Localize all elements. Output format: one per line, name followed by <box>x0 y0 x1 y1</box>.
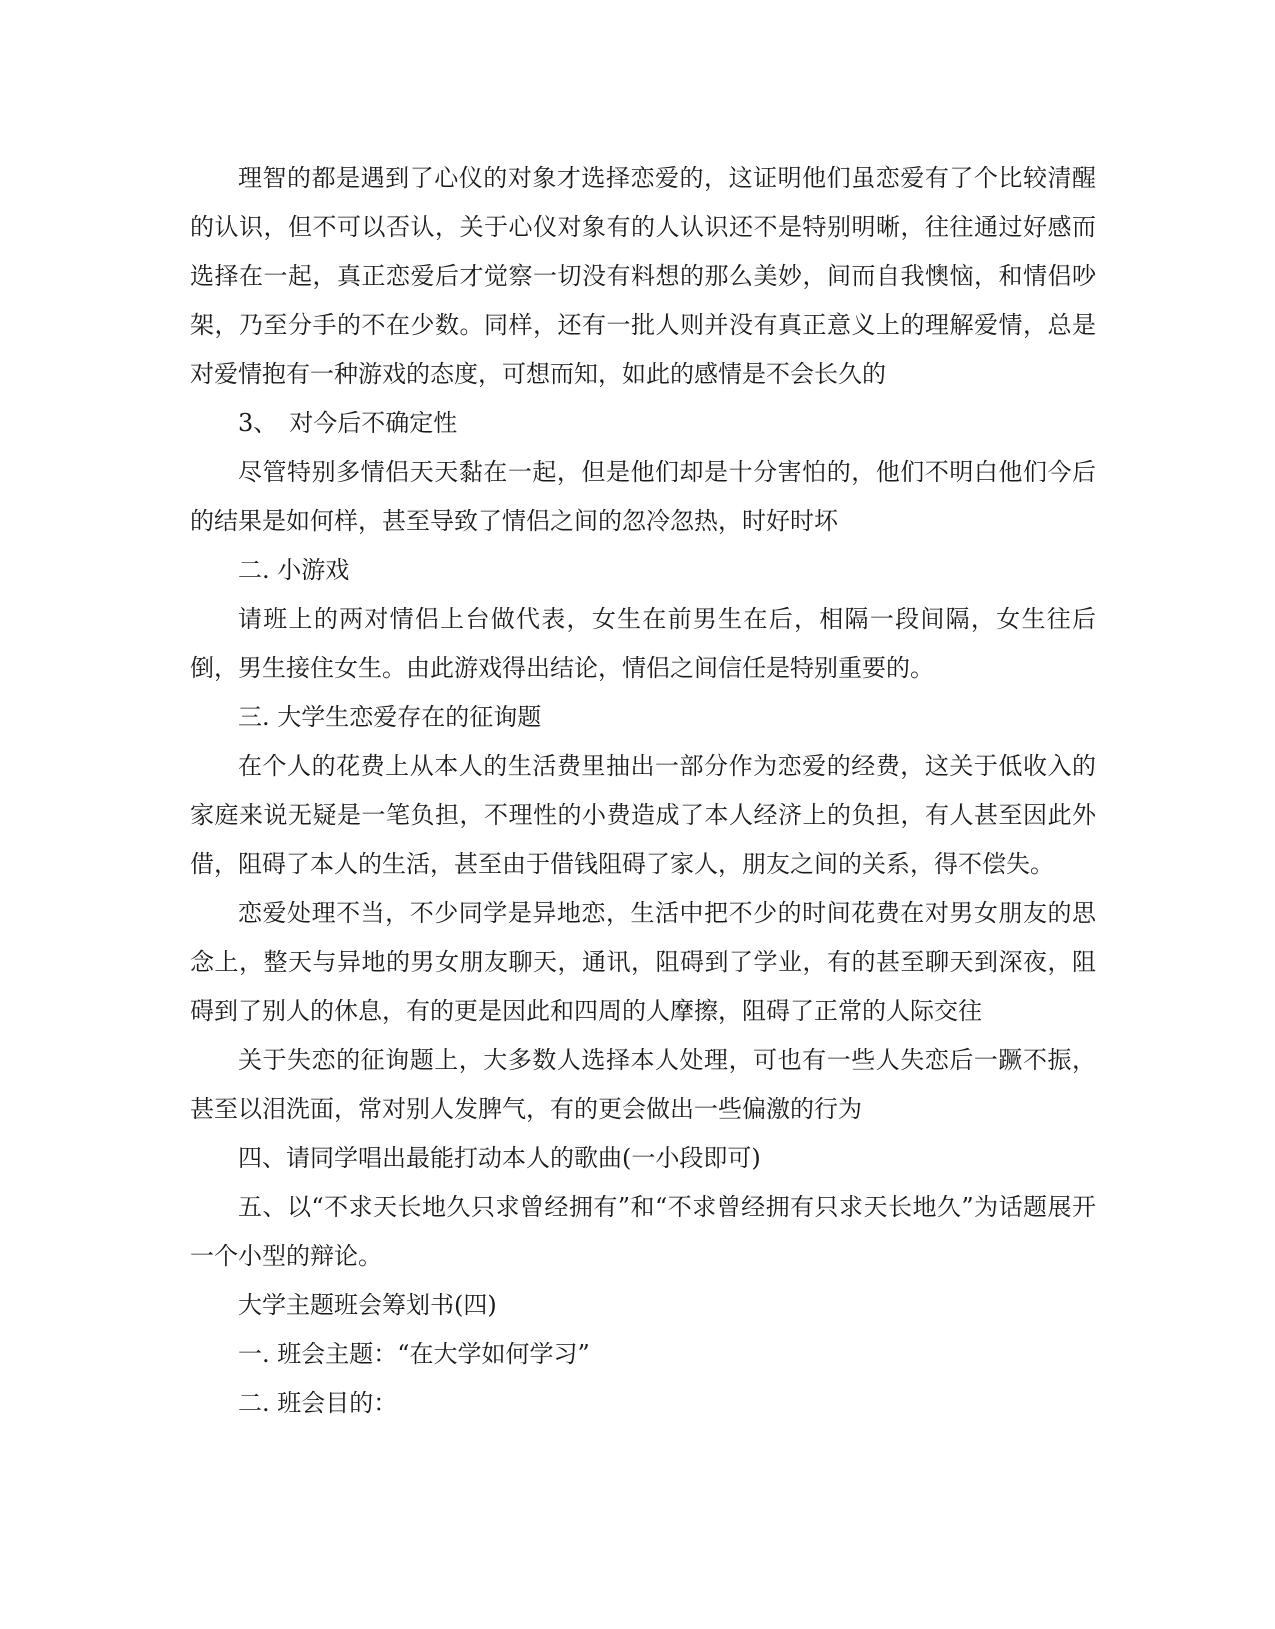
section-heading-problems: 三. 大学生恋爱存在的征询题 <box>238 703 542 731</box>
paragraph-expenses: 在个人的花费上从本人的生活费里抽出一部分作为恋爱的经费，这关于低收入的家庭来说无疑是一笔负担，不理性的小费造成了本人经济上的负担，有人甚至因此外借，阻碍了本人的生活，甚至由于借钱阻碍了家人，朋友之间的关系，得不偿失。 <box>190 752 1096 878</box>
section-heading-song: 四、请同学唱出最能打动本人的歌曲(一小段即可) <box>238 1144 761 1172</box>
meeting-purpose: 二. 班会目的： <box>238 1389 398 1417</box>
paragraph-uncertainty: 尽管特别多情侣天天黏在一起，但是他们却是十分害怕的，他们不明白他们今后的结果是如何样，甚至导致了情侣之间的忽冷忽热，时好时坏 <box>190 458 1096 535</box>
meeting-theme: 一. 班会主题：“在大学如何学习” <box>238 1340 590 1368</box>
paragraph-long-distance: 恋爱处理不当，不少同学是异地恋，生活中把不少的时间花费在对男女朋友的思念上，整天与异地的男女朋友聊天，通讯，阻碍到了学业，有的甚至聊天到深夜，阻碍到了别人的休息，有的更是因此和四周的人摩擦，阻碍了正常的人际交往 <box>190 899 1096 1025</box>
paragraph-breakup: 关于失恋的征询题上，大多数人选择本人处理，可也有一些人失恋后一蹶不振，甚至以泪洗面，常对别人发脾气，有的更会做出一些偏激的行为 <box>190 1046 1096 1123</box>
paragraph-debate: 五、以“不求天长地久只求曾经拥有”和“不求曾经拥有只求天长地久”为话题展开一个小型的辩论。 <box>190 1193 1096 1270</box>
document-body <box>190 154 1096 1428</box>
plan-title: 大学主题班会筹划书(四) <box>238 1291 497 1319</box>
paragraph-rational-love: 理智的都是遇到了心仪的对象才选择恋爱的，这证明他们虽恋爱有了个比较清醒的认识，但不可以否认，关于心仪对象有的人认识还不是特别明晰，往往通过好感而选择在一起，真正恋爱后才觉察一切没有料想的那么美妙，间而自我懊恼，和情侣吵架，乃至分手的不在少数。同样，还有一批人则并没有真正意义上的理解爱情，总是对爱情抱有一种游戏的态度，可想而知，如此的感情是不会长久的 <box>190 164 1096 388</box>
section-heading-game: 二. 小游戏 <box>238 556 350 584</box>
paragraph-game: 请班上的两对情侣上台做代表，女生在前男生在后，相隔一段间隔，女生往后倒，男生接住女生。由此游戏得出结论，情侣之间信任是特别重要的。 <box>190 605 1096 682</box>
subheading-uncertainty: 3、 对今后不确定性 <box>238 409 458 437</box>
